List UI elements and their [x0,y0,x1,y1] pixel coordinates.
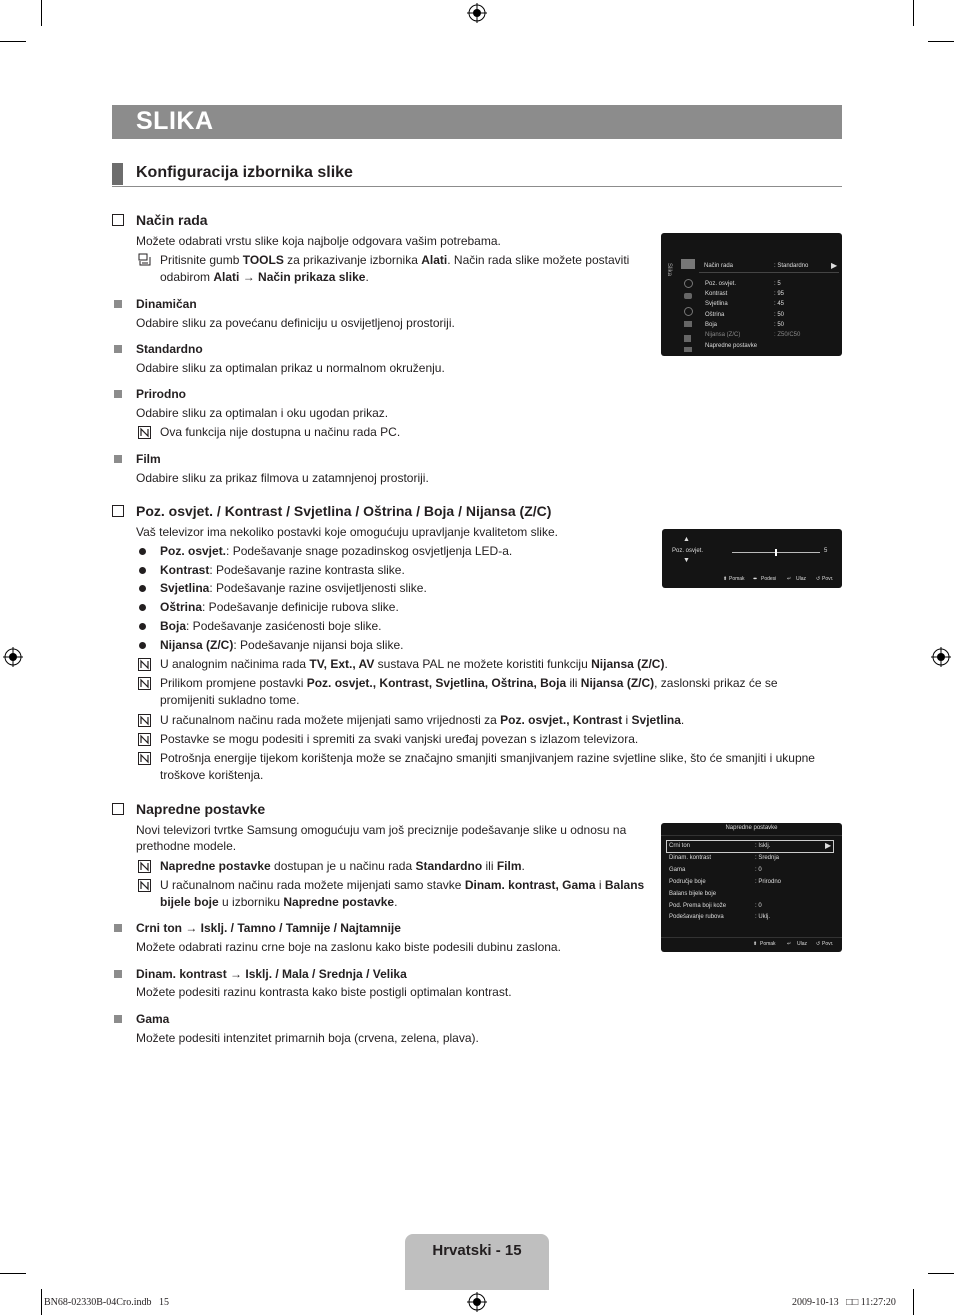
osd-row-value: : 5 [774,281,781,287]
return-icon: ↺ [816,941,821,947]
bullet-ostrina: Oštrina: Podešavanje definicije rubova slike. [160,600,399,614]
osd-up-arrow-icon: ▲ [683,536,690,543]
napredne-intro-2: prethodne modele. [136,839,237,853]
osd-row-value: : 95 [774,291,785,297]
osd-adv-row[interactable]: Područje boje [669,879,706,885]
item-bullet-icon [114,345,122,353]
osd-slider-value: 5 [824,548,828,554]
checkbox-bullet-icon [112,214,124,226]
osd-mode-row[interactable]: Način rada : Standardno ▶ [699,260,839,273]
note-icon [138,733,151,746]
print-file-info: BN68-02330B-04Cro.indb 15 [44,1297,169,1308]
bullet-svjetlina: Svjetlina: Podešavanje razine osvijetljenosti slike. [160,581,427,595]
crop-mark [41,0,42,26]
nacin-rada-intro: Možete odabrati vrstu slike koja najbolje odgovara vašim potrebama. [136,234,501,248]
mode-standardno-desc: Odabire sliku za optimalan prikaz u normalnom okruženju. [136,361,445,375]
item-bullet-icon [114,970,122,978]
print-date-info: 2009-10-13 □□ 11:27:20 [792,1297,896,1308]
page-title: SLIKA [136,107,214,135]
tools-note-line1: Pritisnite gumb TOOLS za prikazivanje izbornika Alati. Način rada slike možete postaviti [160,253,630,267]
remote-tools-icon [138,253,151,266]
osd-row-value: : Z50/C50 [774,332,801,338]
osd-row[interactable]: Kontrast [705,291,728,297]
osd-adv-selected-row[interactable]: Crni ton : Isklj. ▶ [666,840,834,853]
osd-adv-value: : 0 [755,867,762,873]
bullet-nijansa: Nijansa (Z/C): Podešavanje nijansi boja slike. [160,638,404,652]
osd-adv-value: : Srednja [755,855,780,861]
osd-arrow-right-icon: ▶ [831,261,838,270]
osd-row[interactable]: Nijansa (Z/C) [705,332,741,338]
registration-mark-icon [931,647,951,667]
note-icon [138,879,151,892]
bullet-icon [139,623,146,630]
checkbox-bullet-icon [112,505,124,517]
osd-side-label: Slika [666,263,672,277]
registration-mark-icon [467,1292,487,1312]
kontrast-note-2: Prilikom promjene postavki Poz. osvjet., Kontrast, Svjetlina, Oštrina, Boja ili Nijansa (Z/C), zaslonski prikaz će se [160,676,778,690]
crop-mark [0,1273,26,1274]
note-icon [138,714,151,727]
page-title-bar [112,105,842,139]
bullet-boja: Boja: Podešavanje zasićenosti boje slike. [160,619,382,633]
bullet-poz-osvjet: Poz. osvjet.: Podešavanje snage pozadinskog osvjetljenja LED-a. [160,544,513,558]
osd-arrow-right-icon: ▶ [825,841,832,850]
napredne-note-2: U računalnom načinu rada možete mijenjati samo stavke Dinam. kontrast, Gama i Balans [160,878,645,892]
crop-mark [41,1289,42,1315]
bullet-icon [139,642,146,649]
item-bullet-icon [114,1015,122,1023]
osd-advanced-menu [661,823,842,952]
gama-desc: Možete podesiti intenzitet primarnih boja (crvena, zelena, plava). [136,1031,479,1045]
dinam-kontrast-desc: Možete podesiti razinu kontrasta kako biste postigli optimalan kontrast. [136,985,512,999]
note-icon [138,860,151,873]
osd-down-arrow-icon: ▼ [683,557,690,564]
dinam-kontrast-title: Dinam. kontrast → Isklj. / Mala / Srednja / Velika [136,967,407,981]
bullet-icon [139,585,146,592]
mode-dinamican-desc: Odabire sliku za povećanu definiciju u osvijetljenoj prostoriji. [136,316,455,330]
crop-mark [928,1273,954,1274]
note-icon [138,677,151,690]
mode-film-title: Film [136,452,161,466]
crni-ton-title: Crni ton → Isklj. / Tamno / Tamnije / Najtamnije [136,921,401,935]
move-icon: ⬍ [753,941,758,947]
crop-mark [928,41,954,42]
note-icon [138,752,151,765]
napredne-note-1: Napredne postavke dostupan je u načinu rada Standardno ili Film. [160,859,525,873]
osd-slider-thumb[interactable] [775,549,777,556]
osd-row-value: : 50 [774,312,785,318]
osd-adv-row[interactable]: Gama [669,867,686,873]
page-number: Hrvatski - 15 [432,1242,522,1259]
item-bullet-icon [114,924,122,932]
return-icon: ↺ [816,576,821,582]
gama-title: Gama [136,1012,170,1026]
napredne-heading: Napredne postavke [136,801,266,817]
osd-adv-row[interactable]: Podešavanje rubova [669,914,724,920]
kontrast-note-3: U računalnom načinu rada možete mijenjati samo vrijednosti za Poz. osvjet., Kontrast i Svjetlina. [160,713,685,727]
osd-row-value: : 45 [774,301,785,307]
bullet-icon [139,604,146,611]
section-title: Konfiguracija izbornika slike [136,164,353,181]
osd-hint-bar: ⬍ Pomak ⬌ Podesi ↵ Ulaz ↺ Povr. [723,576,834,582]
crop-mark [913,0,914,26]
mode-prirodno-note: Ova funkcija nije dostupna u načinu rada PC. [160,425,401,439]
kontrast-note-5b: troškove korištenja. [160,768,264,782]
checkbox-bullet-icon [112,803,124,815]
osd-icon-column [679,257,697,353]
osd-adv-title-bar: Napredne postavke [661,823,842,836]
crop-mark [913,1289,914,1315]
item-bullet-icon [114,390,122,398]
enter-icon: ↵ [787,941,792,947]
nacin-rada-heading: Način rada [136,212,208,228]
tools-note-line2: odabirom Alati → Način prikaza slike. [160,270,369,284]
napredne-intro-1: Novi televizori tvrtke Samsung omogućuju vam još preciznije podešavanje slike u odnosu na [136,823,627,837]
napredne-note-2b: bijele boje u izborniku Napredne postavke. [160,895,398,909]
mode-prirodno-desc: Odabire sliku za optimalan i oku ugodan prikaz. [136,406,389,420]
osd-hint-bar: ⬍ Pomak ↵ Ulaz ↺ Povr. [661,937,842,952]
osd-adv-value: : 0 [755,903,762,909]
osd-slider-track[interactable] [732,552,820,553]
osd-adv-row[interactable]: Dinam. kontrast [669,855,712,861]
adjust-icon: ⬌ [753,576,758,582]
osd-adv-row[interactable]: Balans bijele boje [669,891,717,897]
osd-row[interactable]: Svjetlina [705,301,728,307]
kontrast-note-4: Postavke se mogu podesiti i spremiti za svaki vanjski uređaj povezan s izlazom televizora. [160,732,639,746]
kontrast-intro: Vaš televizor ima nekoliko postavki koje omogućuju upravljanje kvalitetom slike. [136,525,558,539]
note-icon [138,658,151,671]
osd-picture-menu [661,233,842,356]
osd-slider-label: Poz. osvjet. [672,548,704,554]
note-icon [138,426,151,439]
move-icon: ⬍ [723,576,728,582]
page-number-tab [405,1234,549,1290]
registration-mark-icon [3,647,23,667]
osd-slider-panel [662,529,842,588]
mode-standardno-title: Standardno [136,342,203,356]
bullet-icon [139,548,146,555]
osd-row-value: : 50 [774,322,785,328]
section-heading [112,162,842,187]
item-bullet-icon [114,455,122,463]
kontrast-heading: Poz. osvjet. / Kontrast / Svjetlina / Oštrina / Boja / Nijansa (Z/C) [136,503,552,519]
kontrast-note-5: Potrošnja energije tijekom korištenja može se značajno smanjiti smanjivanjem razine svjetline slike, što će smanjiti i ukupne [160,751,815,765]
osd-adv-value: : Uklj. [755,914,770,920]
osd-adv-row[interactable]: Pod. Prema boji kože [669,903,727,909]
mode-dinamican-title: Dinamičan [136,297,197,311]
enter-icon: ↵ [787,576,792,582]
osd-adv-value: : Prirodno [755,879,782,885]
mode-prirodno-title: Prirodno [136,387,186,401]
item-bullet-icon [114,300,122,308]
mode-film-desc: Odabire sliku za prikaz filmova u zatamnjenoj prostoriji. [136,471,429,485]
section-marker [112,163,123,185]
osd-row[interactable]: Oštrina [705,312,725,318]
kontrast-note-1: U analognim načinima rada TV, Ext., AV sustava PAL ne možete koristiti funkciju Nijansa (Z/C). [160,657,668,671]
osd-row[interactable]: Napredne postavke [705,343,758,349]
osd-row[interactable]: Poz. osvjet. [705,281,737,287]
crop-mark [0,41,26,42]
registration-mark-icon [467,3,487,23]
bullet-kontrast: Kontrast: Podešavanje razine kontrasta slike. [160,563,405,577]
kontrast-note-2b: promijeniti sukladno tome. [160,693,300,707]
bullet-icon [139,567,146,574]
crni-ton-desc: Možete odabrati razinu crne boje na zaslonu kako biste podesili dubinu zaslona. [136,940,561,954]
osd-row[interactable]: Boja [705,322,718,328]
